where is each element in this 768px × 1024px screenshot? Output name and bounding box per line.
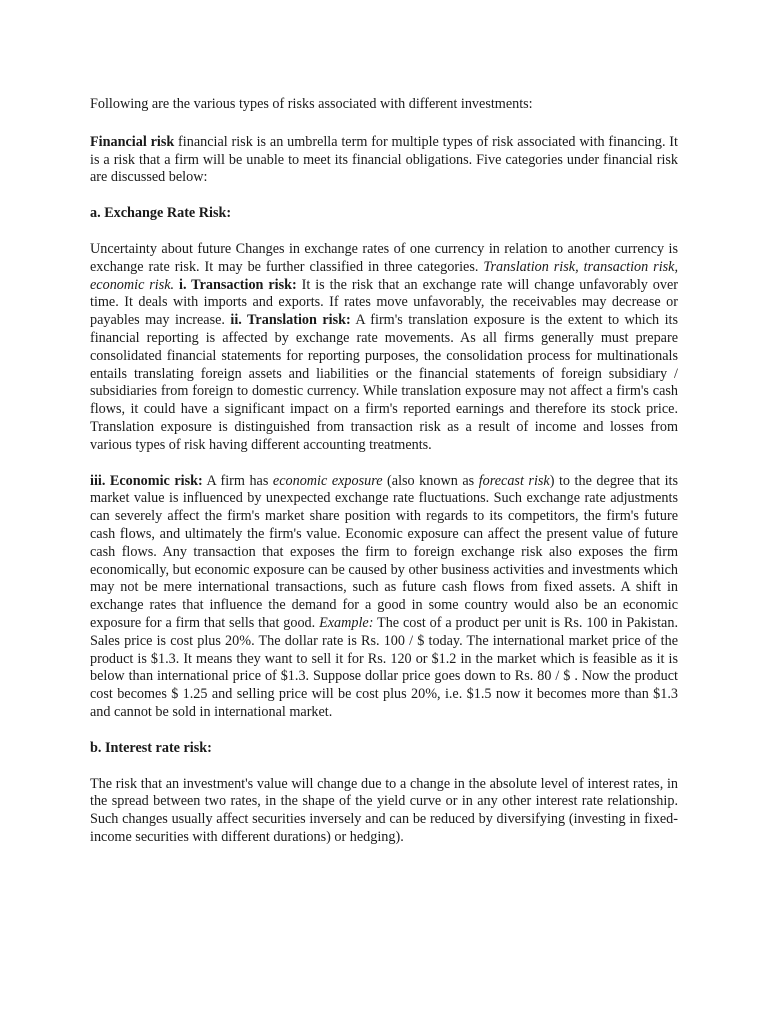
economic-risk-text-b: (also known as xyxy=(382,472,479,489)
exchange-rate-heading: a. Exchange Rate Risk: xyxy=(90,205,232,222)
exchange-rate-intro: Uncertainty about future Changes in exchange rates of one currency in relation to another currency is exchange rate risk. It may be further classified in three categories. xyxy=(90,240,678,275)
financial-risk-text: financial risk is an umbrella term for multiple types of risk associated with financing. It is a risk that a firm will be unable to meet its financial obligations. Five categories under financial risk are discussed below: xyxy=(90,133,678,186)
economic-risk-text-c: ) to the degree that its market value is influenced by unexpected exchange rate fluctuations. Such exchange rate adjustments can severely affect the firm's market share position with regards to its competitors, the firm's future cash flows, and ultimately the firm's value. Economic exposure can affect the present value of future cash flows. Any transaction that exposes the firm to foreign exchange risk also exposes the firm economically, but economic exposure can be caused by other business activities and investments which may not be mere international transactions, such as future cash flows from fixed assets. A shift in exchange rates that influence the demand for a good in some country would also be an economic exposure for a firm that sells that good. xyxy=(90,472,678,631)
intro-paragraph: Following are the various types of risks associated with different investments: xyxy=(90,96,533,112)
exchange-rate-paragraph xyxy=(90,241,678,455)
economic-exposure-term: economic exposure xyxy=(272,472,383,489)
translation-risk-text: A firm's translation exposure is the extent to which its financial reporting is affected by exchange rate movements. As all firms generally must prepare consolidated financial statements for reporting purposes, the consolidation process for multinationals entails translating foreign assets and liabilities or the financial statements of foreign subsidiary / subsidiaries from foreign to domestic currency. While translation exposure may not affect a firm's cash flows, it could have a significant impact on a firm's reported earnings and therefore its stock price. Translation exposure is distinguished from transaction risk as a result of income and losses from various types of risk having different accounting treatments. xyxy=(90,312,678,453)
economic-risk-term: iii. Economic risk: xyxy=(90,472,203,489)
risk-categories: Translation risk, transaction risk, economic risk. xyxy=(90,258,679,293)
example-text: The cost of a product per unit is Rs. 100 in Pakistan. Sales price is cost plus 20%. The dollar rate is Rs. 100 / $ today. The international market price of the product is $1.3. It means they want to sell it for Rs. 120 or $1.2 in the market which is feasible as it is below than international price of $1.3. Suppose dollar price goes down to Rs. 80 / $ . Now the product cost becomes $ 1.25 and selling price will be cost plus 20%, i.e. $1.5 now it becomes more than $1.3 and cannot be sold in international market. xyxy=(90,614,678,720)
transaction-risk-term: i. Transaction risk: xyxy=(179,276,297,293)
interest-rate-heading: b. Interest rate risk: xyxy=(90,739,212,756)
economic-risk-paragraph xyxy=(90,473,678,722)
translation-risk-term: ii. Translation risk: xyxy=(230,312,351,329)
forecast-risk-term: forecast risk xyxy=(478,472,550,489)
economic-risk-text-a: A firm has xyxy=(202,472,273,489)
example-label: Example: xyxy=(319,614,374,631)
financial-risk-paragraph xyxy=(90,134,678,187)
transaction-risk-text: It is the risk that an exchange rate will change unfavorably over time. It deals with imports and exports. If rates move unfavorably, the receivables may decrease or payables may increase. xyxy=(90,276,678,329)
financial-risk-term: Financial risk xyxy=(90,133,175,150)
interest-rate-paragraph: The risk that an investment's value will change due to a change in the absolute level of interest rates, in the spread between two rates, in the shape of the yield curve or in any other interest rate relationship. Such changes usually affect securities inversely and can be reduced by diversifying (investing in fixed-income securities with different durations) or hedging). xyxy=(90,775,678,845)
